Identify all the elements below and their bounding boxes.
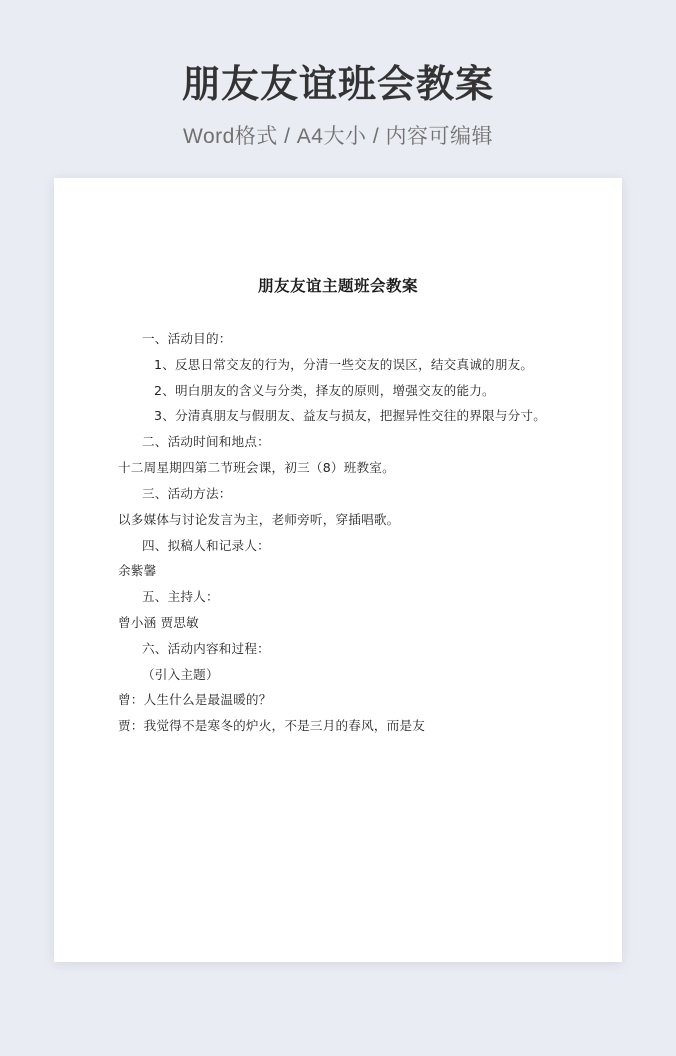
document-paragraph: 三、活动方法： — [142, 485, 232, 501]
document-preview[interactable] — [54, 178, 622, 962]
document-title: 朋友友谊主题班会教案 — [257, 277, 418, 295]
page-title: 朋友友谊班会教案 — [181, 64, 494, 106]
document-paragraph: 一、活动目的： — [142, 331, 232, 346]
document-body — [54, 178, 622, 962]
document-paragraph: 贾：我觉得不是寒冬的炉火，不是三月的春风，而是友 — [118, 718, 426, 734]
document-paragraph: 六、活动内容和过程： — [142, 640, 270, 656]
document-paragraph: 二、活动时间和地点： — [142, 434, 270, 450]
document-paragraph: 以多媒体与讨论发言为主，老师旁听，穿插唱歌。 — [118, 511, 400, 527]
document-paragraph: 四、拟稿人和记录人： — [142, 537, 270, 553]
document-paragraph: 五、主持人： — [142, 589, 219, 605]
document-paragraph: 1、反思日常交友的行为，分清一些交友的误区，结交真诚的朋友。 — [154, 356, 534, 372]
document-paragraph: 3、分清真朋友与假朋友、益友与损友，把握异性交往的界限与分寸。 — [154, 408, 547, 424]
document-paragraph: 2、明白朋友的含义与分类，择友的原则，增强交友的能力。 — [154, 382, 495, 398]
document-paragraph: （引入主题） — [142, 666, 219, 682]
document-paragraph: 十二周星期四第二节班会课，初三（8）班教室。 — [118, 460, 395, 476]
page-subtitle: Word格式 / A4大小 / 内容可编辑 — [183, 124, 493, 148]
document-paragraph: 曾小涵 贾思敏 — [118, 614, 199, 630]
document-paragraph: 余紫馨 — [118, 563, 157, 579]
document-paragraphs — [118, 326, 558, 739]
poster-header — [0, 0, 676, 150]
document-paragraph: 曾：人生什么是最温暖的？ — [118, 692, 272, 708]
